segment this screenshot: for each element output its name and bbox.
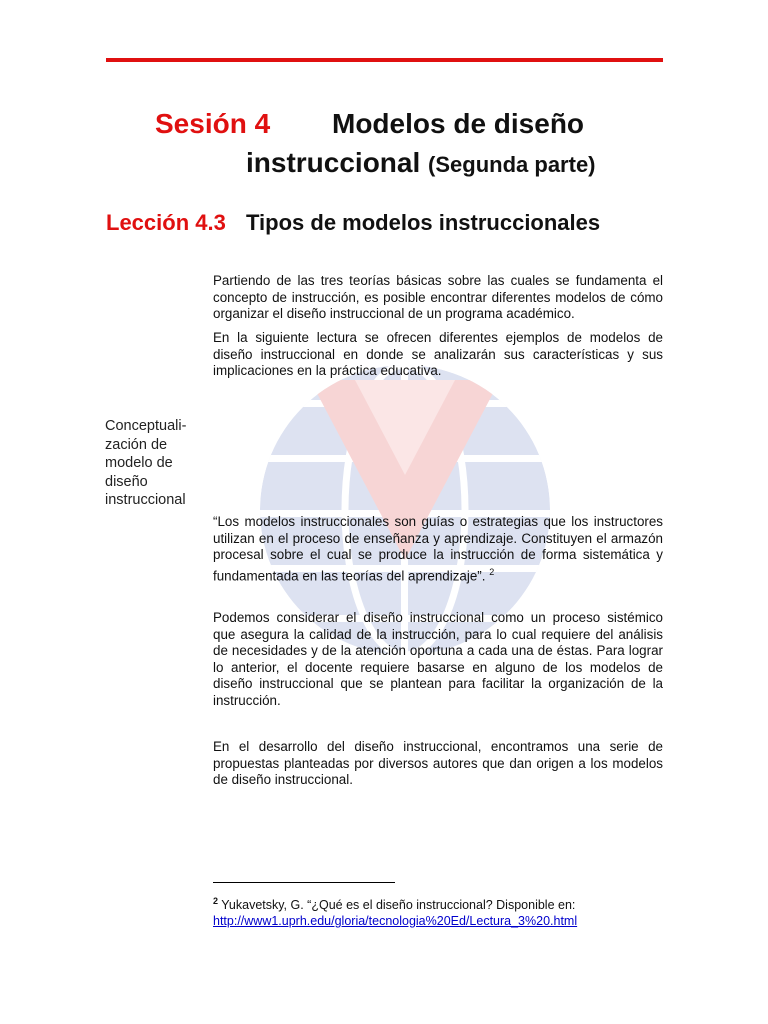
header-rule bbox=[106, 58, 663, 62]
quote-text: “Los modelos instruccionales son guías o estrategias que los instructores utilizan en el proceso de enseñanza y aprendizaje. Constituyen el armazón procesal sobre el cual se produce la instrucción de forma sistemática y fundamentada en las teorías del aprendizaje”. bbox=[213, 514, 663, 583]
quote-paragraph bbox=[213, 514, 663, 584]
paragraph-desarrollo: En el desarrollo del diseño instruccional, encontramos una serie de propuestas planteadas por diversos autores que dan origen a los modelos de diseño instruccional. bbox=[213, 739, 663, 787]
footnote-text: Yukavetsky, G. “¿Qué es el diseño instruccional? Disponible en: bbox=[218, 898, 576, 913]
footnote-divider bbox=[213, 882, 395, 883]
paragraph-reading: En la siguiente lectura se ofrecen diferentes ejemplos de modelos de diseño instruccional en donde se analizarán sus características y sus implicaciones en la práctica educativa. bbox=[213, 330, 663, 378]
session-label: Sesión 4 bbox=[155, 108, 271, 139]
paragraph-sistemico: Podemos considerar el diseño instruccional como un proceso sistémico que asegura la calidad de la instrucción, para lo cual requiere del análisis de necesidades y de la atención oportuna a cada una de éstas. Para lograr lo anterior, el docente requiere basarse en alguno de los modelos de diseño instruccional que se plantean para facilitar la organización de la instrucción. bbox=[213, 610, 663, 708]
page-title-line2 bbox=[246, 147, 596, 179]
footnote bbox=[213, 893, 663, 929]
page-title-line2-text: instruccional bbox=[246, 147, 421, 178]
footnote-number: 2 bbox=[213, 896, 219, 906]
page-title-suffix: (Segunda parte) bbox=[428, 152, 596, 177]
margin-note: Conceptuali- zación de modelo de diseño instruccional bbox=[105, 418, 187, 508]
paragraph-intro: Partiendo de las tres teorías básicas sobre las cuales se fundamenta el concepto de instrucción, es posible encontrar diferentes modelos de cómo organizar el diseño instruccional de un programa académico. bbox=[213, 273, 663, 321]
footnote-link[interactable]: http://www1.uprh.edu/gloria/tecnologia%20Ed/Lectura_3%20.html bbox=[213, 914, 578, 929]
lesson-label: Lección 4.3 bbox=[106, 210, 226, 235]
footnote-reference: 2 bbox=[489, 566, 495, 577]
lesson-title: Tipos de modelos instruccionales bbox=[246, 210, 601, 235]
page-title-line1: Modelos de diseño bbox=[332, 108, 585, 139]
